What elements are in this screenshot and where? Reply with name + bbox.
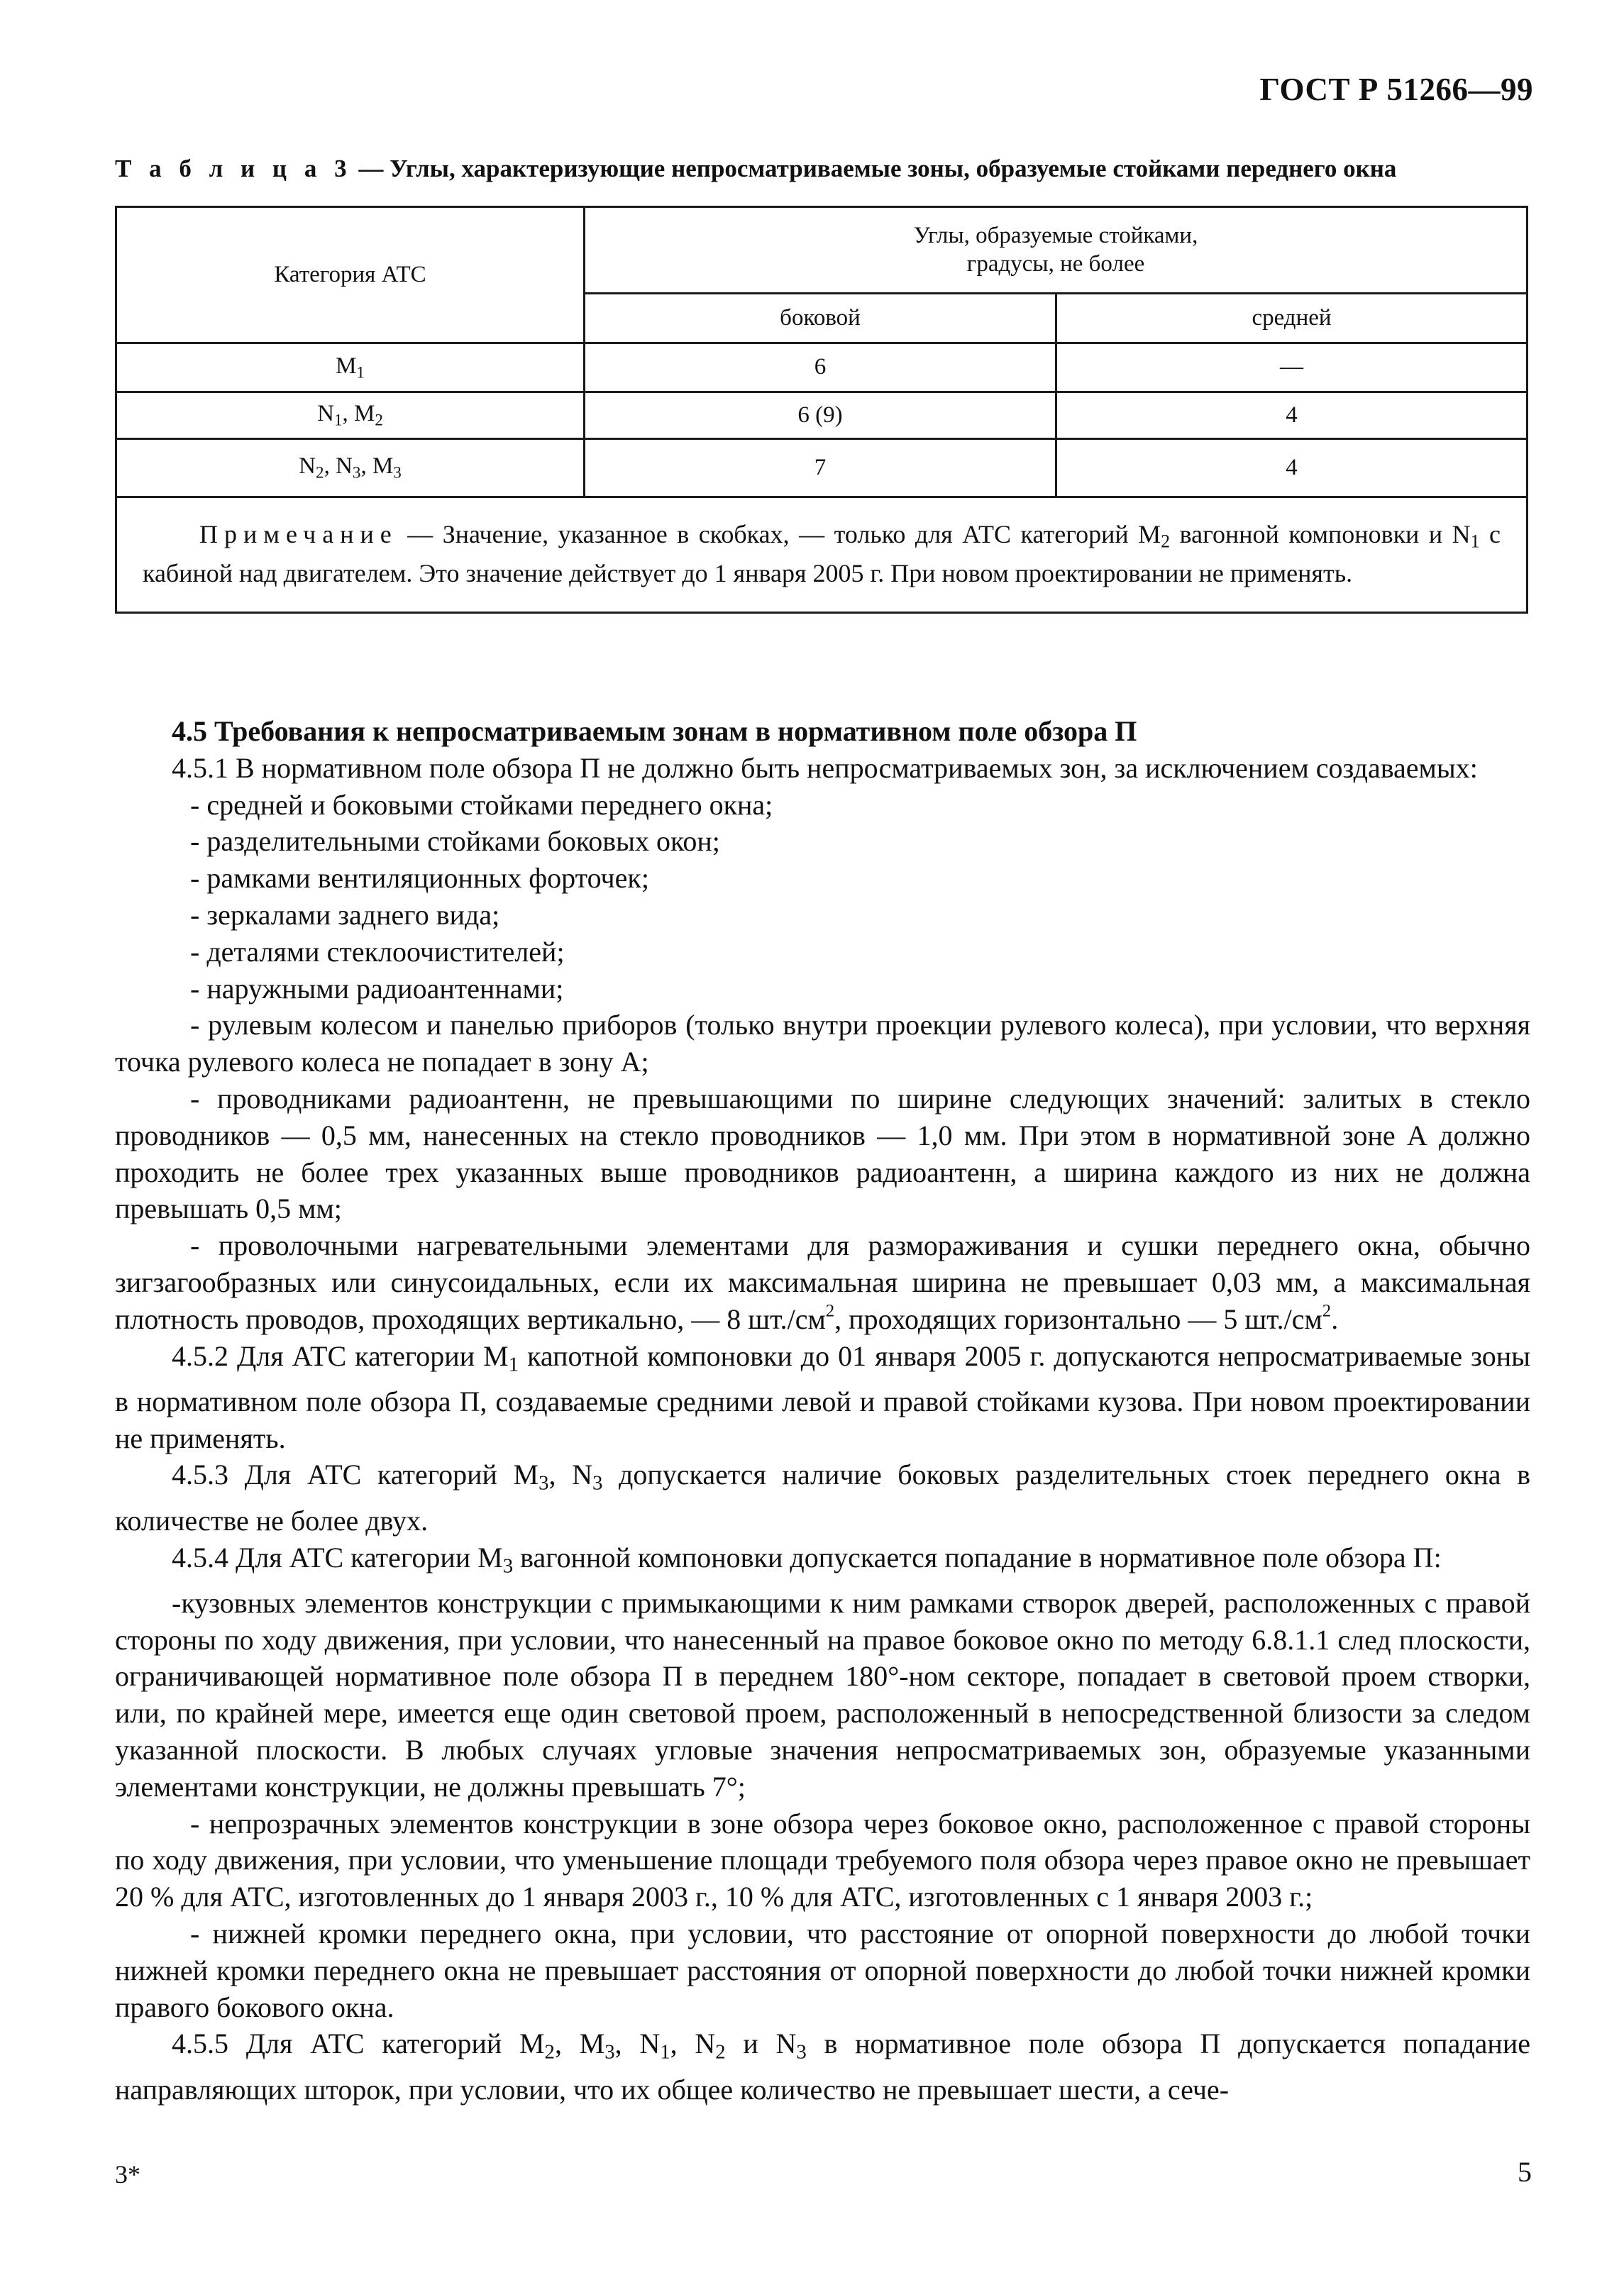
clause-4-5-5: 4.5.5 Для АТС категорий $M_2$, $M_3$, $N_1$, $N_2$ и $N_3$ в нормативное поле обзора П допускается попадание направляющих шторок, при условии, что их общее количество не превышает шести, а сече- [115, 2028, 1530, 2106]
category-cell: M1 [116, 343, 585, 392]
list-item: - средней и боковыми стойками переднего окна; [190, 788, 773, 821]
page-number: 5 [1518, 2156, 1532, 2188]
table-row [116, 439, 1528, 497]
table-caption-text: — Углы, характеризующие непросматриваемые зоны, образуемые стойками переднего окна [352, 155, 1397, 182]
side-angle-cell: 6 (9) [585, 392, 1056, 439]
side-angle-cell: 6 [585, 343, 1056, 392]
list-item: - рамками вентиляционных форточек; [190, 862, 649, 895]
section-body [115, 713, 1530, 2108]
table-row [116, 392, 1528, 439]
clause-4-5-4-item: - нижней кромки переднего окна, при условии, что расстояние от опорной поверхности до любой точки нижней кромки переднего окна не превышает расстояния от опорной поверхности до любой точки нижней кромки правого бокового окна. [115, 1917, 1530, 2023]
list-item: - рулевым колесом и панелью приборов (только внутри проекции рулевого колеса), при условии, что верхняя точка рулевого колеса не попадает в зону А; [115, 1009, 1530, 1078]
list-item: - разделительными стойками боковых окон; [190, 825, 720, 858]
category-cell: N1, M2 [116, 392, 585, 439]
angles-table [115, 206, 1528, 614]
table-caption [115, 155, 1506, 183]
clause-4-5-3: 4.5.3 Для АТС категорий $M_3$, $N_3$ допускается наличие боковых разделительных стоек переднего окна в количестве не более двух. [115, 1459, 1530, 1537]
category-cell: N2, N3, M3 [116, 439, 585, 497]
header-angles-line1: Углы, образуемые стойками, [913, 222, 1198, 248]
signature-mark: 3* [115, 2160, 140, 2189]
header-side: боковой [585, 294, 1056, 343]
clause-4-5-4: 4.5.4 Для АТС категории $M_3$ вагонной компоновки допускается попадание в нормативное поле обзора П: [172, 1541, 1442, 1577]
list-item: - деталями стеклоочистителей; [190, 935, 565, 968]
header-middle: средней [1056, 294, 1528, 343]
clause-4-5-4-item: -кузовных элементов конструкции с примыкающими к ним рамками створок дверей, расположенных с правой стороны по ходу движения, при условии, что нанесенный на правое боковое окно по методу 6.8.1.1 след плоскости, ограничивающей нормативное поле обзора П в переднем 180°-ном секторе, попадает в световой проем створки, или, по крайней мере, имеется еще один световой проем, расположенный в непосредственной близости за следом указанной плоскости. В любых случаях угловые значения непросматриваемых зон, образуемые указанными элементами конструкции, не должны превышать 7°; [115, 1586, 1530, 1803]
middle-angle-cell: 4 [1056, 439, 1528, 497]
note-label: Примечание [199, 520, 398, 548]
header-angles-line2: градусы, не более [966, 250, 1145, 277]
list-item: - зеркалами заднего вида; [190, 898, 500, 931]
table-caption-label: Т а б л и ц а 3 [115, 155, 353, 182]
note-row [116, 497, 1528, 613]
section-heading: 4.5 Требования к непросматриваемым зонам в нормативном поле обзора П [172, 715, 1137, 747]
table-row [116, 343, 1528, 392]
header-category: Категория АТС [116, 207, 585, 343]
clause-4-5-4-item: - непрозрачных элементов конструкции в зоне обзора через боковое окно, расположенное с правой стороны по ходу движения, при условии, что уменьшение площади требуемого поля обзора через правое окно не превышает 20 % для АТС, изготовленных до 1 января 2003 г., 10 % для АТС, изготовленных с 1 января 2003 г.; [115, 1807, 1530, 1913]
middle-angle-cell: 4 [1056, 392, 1528, 439]
header-angles [585, 207, 1528, 294]
list-item: - проводниками радиоантенн, не превышающими по ширине следующих значений: залитых в стекло проводников — 0,5 мм, нанесенных на стекло проводников — 1,0 мм. При этом в нормативной зоне А должно проходить не более трех указанных выше проводников радиоантенн, а ширина каждого из них не должна превышать 0,5 мм; [115, 1082, 1530, 1225]
document-code: ГОСТ Р 51266—99 [1259, 72, 1533, 107]
table-note: Примечание — Значение, указанное в скобках, — только для АТС категорий $M_2$ вагонной компоновки и $N_1$ с кабиной над двигателем. Это значение действует до 1 января 2005 г. При новом проектировании не применять. [116, 497, 1528, 613]
clause-4-5-1: 4.5.1 В нормативном поле обзора П не должно быть непросматриваемых зон, за исключением создаваемых: [172, 751, 1478, 784]
list-item-heating-wires: - проволочными нагревательными элементами для размораживания и сушки переднего окна, обычно зигзагообразных или синусоидальных, если их максимальная ширина не превышает 0,03 мм, а максимальная плотность проводов, проходящих вертикально, — 8 $шт./см^2$, проходящих горизонтально — 5 $шт./см^2$. [115, 1229, 1530, 1335]
clause-4-5-2: 4.5.2 Для АТС категории $M_1$ капотной компоновки до 01 января 2005 г. допускаются непросматриваемые зоны в нормативном поле обзора П, создаваемые средними левой и правой стойками кузова. При новом проектировании не применять. [115, 1339, 1530, 1454]
side-angle-cell: 7 [585, 439, 1056, 497]
list-item: - наружными радиоантеннами; [190, 972, 564, 1005]
middle-angle-cell: — [1056, 343, 1528, 392]
